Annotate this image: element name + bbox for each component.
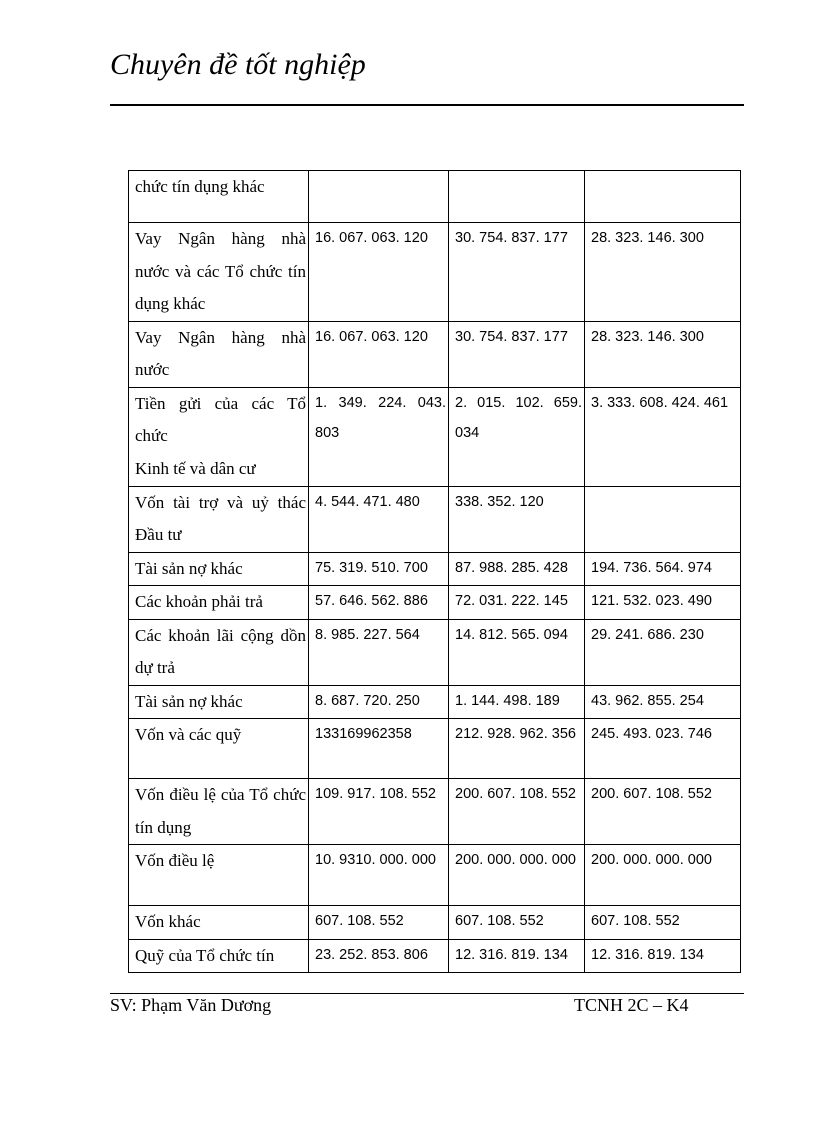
- value-year-1: 16. 067. 063. 120: [309, 321, 449, 387]
- row-label: Tài sản nợ khác: [129, 685, 309, 719]
- row-label: Vay Ngân hàng nhà nước và các Tổ chức tín dụng khác: [129, 223, 309, 322]
- table-row: [129, 719, 741, 779]
- value-year-3: 28. 323. 146. 300: [585, 223, 741, 322]
- value-year-3: 200. 000. 000. 000: [585, 845, 741, 906]
- value-year-1: 133169962358: [309, 719, 449, 779]
- footer-divider: [110, 993, 744, 994]
- table-row: [129, 223, 741, 322]
- value-year-3: 12. 316. 819. 134: [585, 939, 741, 973]
- value-year-1: 75. 319. 510. 700: [309, 552, 449, 586]
- value-year-3: 200. 607. 108. 552: [585, 779, 741, 845]
- value-year-3: 29. 241. 686. 230: [585, 619, 741, 685]
- row-label: Vốn và các quỹ: [129, 719, 309, 779]
- value-year-3: [585, 486, 741, 552]
- value-year-1: 16. 067. 063. 120: [309, 223, 449, 322]
- value-year-1: 8. 687. 720. 250: [309, 685, 449, 719]
- value-year-2: 30. 754. 837. 177: [449, 321, 585, 387]
- value-year-3: 607. 108. 552: [585, 906, 741, 940]
- value-year-2: 14. 812. 565. 094: [449, 619, 585, 685]
- value-year-1: 8. 985. 227. 564: [309, 619, 449, 685]
- footer-class-code: TCNH 2C – K4: [574, 995, 689, 1015]
- value-year-3: 245. 493. 023. 746: [585, 719, 741, 779]
- value-year-3: 121. 532. 023. 490: [585, 586, 741, 620]
- value-year-1: 607. 108. 552: [309, 906, 449, 940]
- table-row: [129, 906, 741, 940]
- value-year-3: 3. 333. 608. 424. 461: [585, 387, 741, 486]
- value-year-1: 4. 544. 471. 480: [309, 486, 449, 552]
- value-year-1: 1. 349. 224. 043. 803: [309, 387, 449, 486]
- value-year-3: 28. 323. 146. 300: [585, 321, 741, 387]
- table-row: [129, 387, 741, 486]
- row-label: Quỹ của Tổ chức tín: [129, 939, 309, 973]
- table-row: [129, 939, 741, 973]
- table-row: [129, 685, 741, 719]
- table-row: [129, 586, 741, 620]
- value-year-2: 607. 108. 552: [449, 906, 585, 940]
- row-label: Vốn khác: [129, 906, 309, 940]
- row-label: chức tín dụng khác: [129, 171, 309, 223]
- table-row: [129, 845, 741, 906]
- row-label: Tài sản nợ khác: [129, 552, 309, 586]
- table-row: [129, 321, 741, 387]
- table-row: [129, 486, 741, 552]
- value-year-2: 2. 015. 102. 659. 034: [449, 387, 585, 486]
- value-year-1: [309, 171, 449, 223]
- value-year-2: 212. 928. 962. 356: [449, 719, 585, 779]
- footer-student-name: SV: Phạm Văn Dương: [110, 995, 272, 1015]
- page-header-title: Chuyên đề tốt nghiệp: [110, 48, 366, 81]
- value-year-2: 200. 000. 000. 000: [449, 845, 585, 906]
- row-label: Vốn điều lệ của Tổ chức tín dụng: [129, 779, 309, 845]
- row-label: Vốn điều lệ: [129, 845, 309, 906]
- value-year-2: 1. 144. 498. 189: [449, 685, 585, 719]
- value-year-2: 12. 316. 819. 134: [449, 939, 585, 973]
- row-label: Vay Ngân hàng nhà nước: [129, 321, 309, 387]
- value-year-3: [585, 171, 741, 223]
- value-year-1: 23. 252. 853. 806: [309, 939, 449, 973]
- table-row: [129, 552, 741, 586]
- value-year-3: 194. 736. 564. 974: [585, 552, 741, 586]
- value-year-3: 43. 962. 855. 254: [585, 685, 741, 719]
- value-year-2: 87. 988. 285. 428: [449, 552, 585, 586]
- value-year-1: 10. 9310. 000. 000: [309, 845, 449, 906]
- financial-table: [128, 170, 741, 973]
- value-year-2: 30. 754. 837. 177: [449, 223, 585, 322]
- row-label: Các khoản phải trả: [129, 586, 309, 620]
- value-year-1: 109. 917. 108. 552: [309, 779, 449, 845]
- row-label: Các khoản lãi cộng dồn dự trả: [129, 619, 309, 685]
- table-row: [129, 619, 741, 685]
- value-year-2: 200. 607. 108. 552: [449, 779, 585, 845]
- value-year-2: 338. 352. 120: [449, 486, 585, 552]
- table-row: [129, 779, 741, 845]
- header-divider: [110, 104, 744, 106]
- value-year-2: 72. 031. 222. 145: [449, 586, 585, 620]
- value-year-1: 57. 646. 562. 886: [309, 586, 449, 620]
- row-label: Tiền gửi của các Tổ chức Kinh tế và dân cư: [129, 387, 309, 486]
- table-row: [129, 171, 741, 223]
- value-year-2: [449, 171, 585, 223]
- row-label: Vốn tài trợ và uỷ thác Đầu tư: [129, 486, 309, 552]
